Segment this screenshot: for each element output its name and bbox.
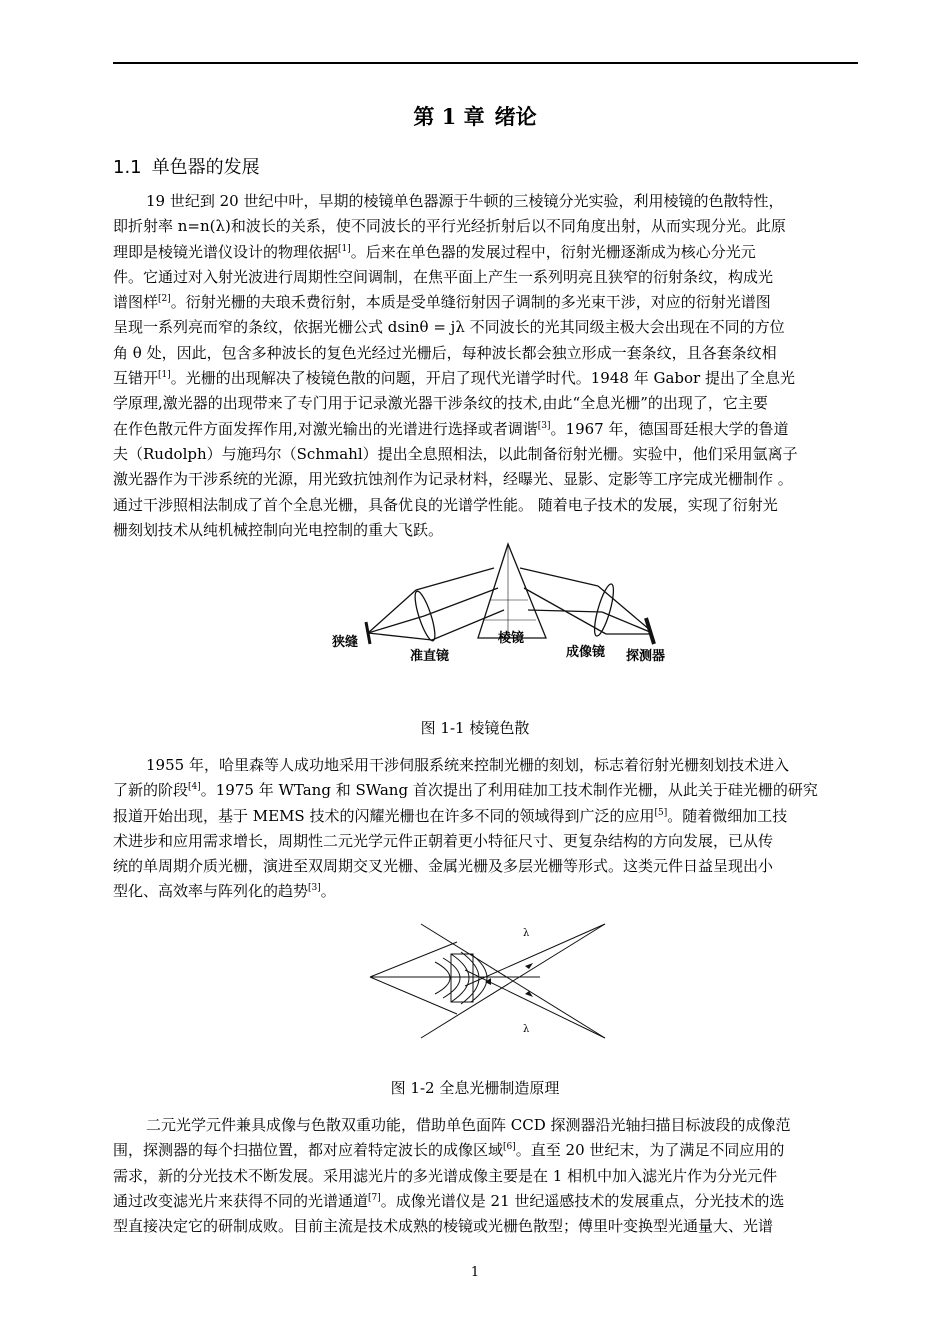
label-collimator: 准直镜 bbox=[410, 649, 450, 664]
text-line: 型直接决定它的研制成败。目前主流是技术成熟的棱镜或光栅色散型；傅里叶变换型光通量大、光谱 bbox=[113, 1217, 774, 1236]
text-line: 通过干涉照相法制成了首个全息光栅，具备优良的光谱学性能。 随着电子技术的发展，实现了衍射光 bbox=[113, 495, 778, 514]
citation[interactable]: [2] bbox=[158, 294, 171, 305]
header-rule bbox=[113, 62, 858, 64]
prism-shape bbox=[478, 544, 546, 638]
text-line: 术进步和应用需求增长，周期性二元光学元件正朝着更小特征尺寸、更复杂结构的方向发展，已从传 bbox=[113, 831, 774, 850]
figure-2-caption: 图 1-2 全息光栅制造原理 bbox=[390, 1079, 560, 1097]
text-line: 夫（Rudolph）与施玛尔（Schmahl）提出全息照相法，以此制备衍射光栅。实验中，他们采用氩离子 bbox=[113, 444, 798, 463]
citation[interactable]: [1] bbox=[158, 370, 171, 381]
text-line: 报道开始出现，基于 MEMS 技术的闪耀光栅也在许多不同的领域得到广泛的应用[5]。随着微细加工技 bbox=[113, 806, 788, 825]
citation[interactable]: [4] bbox=[188, 782, 201, 793]
holographic-grating-figure bbox=[365, 922, 615, 1042]
section-number: 1.1 bbox=[113, 157, 142, 178]
text-line: 在作色散元件方面发挥作用,对激光输出的光谱进行选择或者调谐[3]。1967 年，德国哥廷根大学的鲁道 bbox=[113, 419, 789, 438]
text-line: 呈现一系列亮而窄的条纹，依据光栅公式 dsinθ = jλ 不同波长的光其同级主极大会出现在不同的方位 bbox=[113, 318, 785, 337]
text-line: 学原理,激光器的出现带来了专门用于记录激光器干涉条纹的技术,由此“全息光栅”的出现了，它主要 bbox=[113, 394, 768, 413]
lambda-bottom-label: λ bbox=[523, 1024, 530, 1035]
chapter-title bbox=[0, 101, 950, 131]
label-detector: 探测器 bbox=[626, 649, 666, 664]
text-line: 件。它通过对入射光波进行周期性空间调制，在焦平面上产生一系列明亮且狭窄的衍射条纹，构成光 bbox=[113, 267, 774, 286]
recording-plate bbox=[451, 954, 473, 1002]
section-name: 单色器的发展 bbox=[151, 157, 260, 178]
citation[interactable]: [3] bbox=[308, 883, 321, 894]
text-line: 激光器作为干涉系统的光源，用光致抗蚀剂作为记录材料，经曝光、显影、定影等工序完成光栅制作 。 bbox=[113, 470, 793, 489]
text-line: 即折射率 n=n(λ)和波长的关系，使不同波长的平行光经折射后以不同角度出射，从而实现分光。此原 bbox=[113, 217, 786, 236]
citation[interactable]: [3] bbox=[537, 420, 551, 431]
text-line: 二元光学元件兼具成像与色散双重功能，借助单色面阵 CCD 探测器沿光轴扫描目标波段的成像范 bbox=[146, 1116, 791, 1134]
text-line: 1955 年，哈里森等人成功地采用干涉伺服系统来控制光栅的刻划，标志着衍射光栅刻划技术进入 bbox=[146, 756, 789, 774]
chapter-name: 绪论 bbox=[494, 104, 537, 129]
text-line: 统的单周期介质光栅，演进至双周期交叉光栅、金属光栅及多层光栅等形式。这类元件日益呈现出小 bbox=[113, 857, 774, 876]
label-prism: 棱镜 bbox=[498, 631, 525, 646]
text-line: 19 世纪到 20 世纪中叶，早期的棱镜单色器源于牛顿的三棱镜分光实验，利用棱镜的色散特性， bbox=[146, 192, 784, 210]
text-line: 栅刻划技术从纯机械控制向光电控制的重大飞跃。 bbox=[113, 520, 444, 539]
section-title bbox=[113, 153, 260, 179]
text-line: 围，探测器的每个扫描位置，都对应着特定波长的成像区域[6]。直至 20 世纪末，为了满足不同应用的 bbox=[113, 1141, 785, 1160]
paragraph-3 bbox=[113, 1113, 858, 1239]
citation[interactable]: [5] bbox=[654, 807, 668, 818]
text-line: 通过改变滤光片来获得不同的光谱通道[7]。成像光谱仪是 21 世纪遥感技术的发展重点，分光技术的选 bbox=[113, 1191, 785, 1210]
page-number: 1 bbox=[470, 1265, 480, 1280]
citation[interactable]: [6] bbox=[503, 1142, 516, 1153]
citation[interactable]: [1] bbox=[338, 243, 351, 254]
lambda-top-label: λ bbox=[523, 928, 530, 939]
figure-1-caption: 图 1-1 棱镜色散 bbox=[420, 719, 530, 737]
text-line: 型化、高效率与阵列化的趋势[3]。 bbox=[113, 882, 336, 901]
text-line: 理即是棱镜光谱仪设计的物理依据[1]。后来在单色器的发展过程中，衍射光栅逐渐成为核心分光元 bbox=[113, 242, 756, 261]
chapter-number: 第 1 章 bbox=[413, 104, 485, 129]
label-imaging-mirror: 成像镜 bbox=[566, 645, 606, 660]
text-line: 谱图样[2]。衍射光栅的夫琅禾费衍射，本质是受单缝衍射因子调制的多光束干涉，对应的衍射光谱图 bbox=[113, 293, 771, 312]
label-slit: 狭缝 bbox=[332, 635, 359, 650]
paragraph-1 bbox=[113, 189, 858, 543]
text-line: 了新的阶段[4]。1975 年 WTang 和 SWang 首次提出了利用硅加工技术制作光栅，从此关于硅光栅的研究 bbox=[113, 781, 818, 800]
text-line: 角 θ 处，因此，包含多种波长的复色光经过光栅后，每种波长都会独立形成一套条纹，且各套条纹相 bbox=[113, 343, 777, 362]
prism-dispersion-figure bbox=[328, 538, 678, 668]
text-line: 互错开[1]。光栅的出现解决了棱镜色散的问题，开启了现代光谱学时代。1948 年 Gabor 提出了全息光 bbox=[113, 369, 795, 388]
citation[interactable]: [7] bbox=[368, 1192, 381, 1203]
text-line: 需求，新的分光技术不断发展。采用滤光片的多光谱成像主要是在 1 相机中加入滤光片作为分光元件 bbox=[113, 1166, 778, 1185]
paragraph-2 bbox=[113, 753, 858, 905]
